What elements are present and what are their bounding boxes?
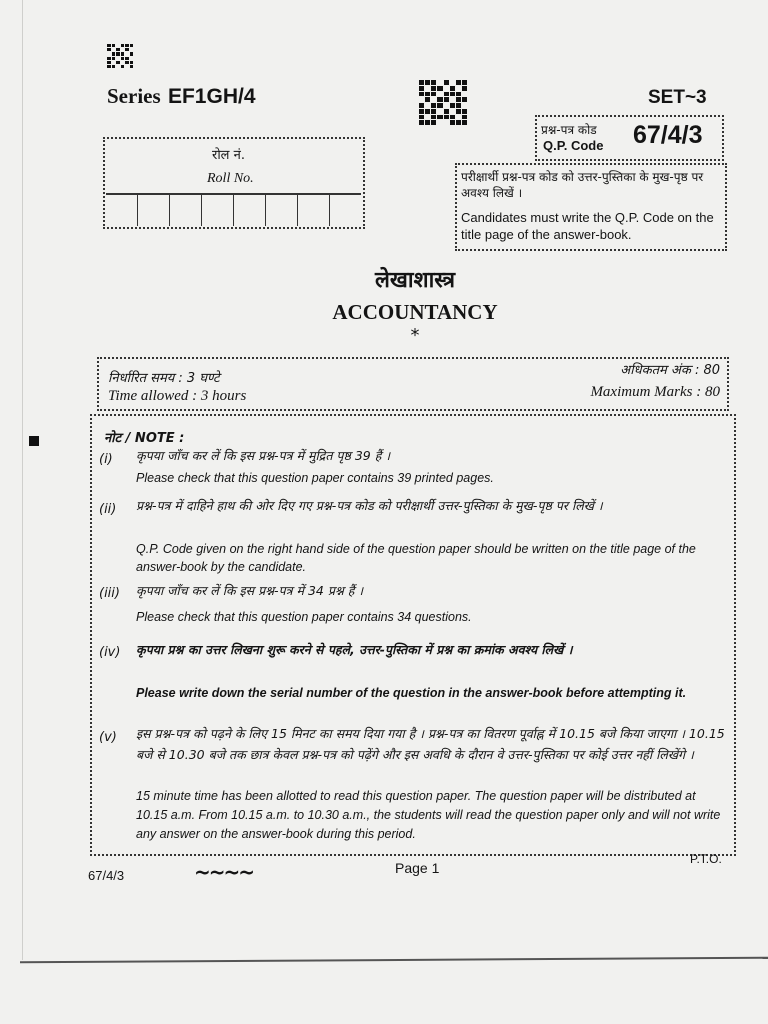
- footer-tilde-mark: ~~~~: [194, 860, 254, 884]
- page-edge: [22, 0, 23, 960]
- time-allowed-hindi: निर्धारित समय : 3 घण्टे: [108, 371, 220, 386]
- series-code: EF1GH/4: [167, 85, 256, 108]
- note-number: (iii): [99, 586, 120, 601]
- please-turn-over: P.T.O.: [690, 852, 722, 866]
- note-heading: नोट / NOTE :: [104, 431, 185, 446]
- maximum-marks: Maximum Marks : 80: [590, 384, 720, 400]
- note-text-english: Q.P. Code given on the right hand side of the question paper should be written on the title page of the answer-book by the candidate.: [136, 542, 696, 574]
- note-text-hindi: कृपया प्रश्न का उत्तर लिखना शुरू करने से पहले, उत्तर-पुस्तिका में प्रश्न का क्रमांक अवश्य लिखें ।: [136, 642, 573, 657]
- note-number: (ii): [99, 502, 117, 517]
- series-word: Series: [107, 84, 161, 108]
- qr-code-icon: [419, 80, 467, 125]
- series-label: [107, 84, 256, 109]
- note-text-hindi: इस प्रश्न-पत्र को पढ़ने के लिए 15 मिनट का समय दिया गया है । प्रश्न-पत्र का वितरण पूर्वाह्न में 10.15 बजे किया जाएगा । 10.15 बजे से 10.30 बजे तक छात्र केवल प्रश्न-पत्र को पढ़ेंगे और इस अवधि के दौरान वे उत्तर-पुस्तिका पर कोई उत्तर नहीं लिखेंगे ।: [136, 726, 725, 762]
- note-text-hindi: प्रश्न-पत्र में दाहिने हाथ की ओर दिए गए प्रश्न-पत्र कोड को परीक्षार्थी उत्तर-पुस्तिका के मुख-पृष्ठ पर लिखें ।: [136, 498, 603, 513]
- qp-code-label: Q.P. Code: [543, 138, 604, 153]
- note-number: (iv): [99, 645, 121, 660]
- page-bottom-edge: [20, 957, 768, 964]
- time-allowed: Time allowed : 3 hours: [108, 388, 247, 404]
- maximum-marks-hindi: अधिकतम अंक : 80: [620, 363, 720, 378]
- note-text-hindi: कृपया जाँच कर लें कि इस प्रश्न-पत्र में 34 प्रश्न हैं ।: [136, 583, 364, 598]
- note-number: (v): [99, 730, 117, 745]
- note-text-english: Please check that this question paper contains 34 questions.: [136, 610, 472, 624]
- qp-code-value: 67/4/3: [633, 121, 703, 149]
- qp-code-label-hindi: प्रश्न-पत्र कोड: [541, 123, 597, 137]
- set-number: SET~3: [648, 87, 707, 108]
- asterisk-mark: *: [410, 325, 420, 346]
- note-text-hindi: कृपया जाँच कर लें कि इस प्रश्न-पत्र में मुद्रित पृष्ठ 39 हैं ।: [136, 448, 391, 463]
- subject-title-hindi: लेखाशास्त्र: [375, 268, 455, 293]
- scan-mark: [29, 436, 39, 446]
- subject-title: ACCOUNTANCY: [332, 300, 498, 324]
- note-text-english: Please check that this question paper contains 39 printed pages.: [136, 471, 494, 485]
- candidate-instruction-english: Candidates must write the Q.P. Code on the title page of the answer-book.: [461, 210, 714, 242]
- footer-qp-code: 67/4/3: [88, 868, 125, 883]
- candidate-instruction-hindi: परीक्षार्थी प्रश्न-पत्र कोड को उत्तर-पुस्तिका के मुख-पृष्ठ पर अवश्य लिखें ।: [461, 170, 704, 200]
- note-text-english: 15 minute time has been allotted to read this question paper. The question paper will be distributed at 10.15 a.m. From 10.15 a.m. to 10.30 a.m., the students will read the question paper only and will not write any answer on the answer-book during this period.: [136, 789, 721, 841]
- note-text-english: Please write down the serial number of the question in the answer-book before attempting it.: [136, 686, 687, 700]
- qr-code-icon: [107, 44, 133, 68]
- roll-number-label: Roll No.: [207, 171, 254, 186]
- roll-number-label-hindi: रोल नं.: [212, 148, 245, 163]
- note-number: (i): [99, 452, 113, 467]
- page-number: Page 1: [395, 860, 440, 876]
- roll-number-cells[interactable]: [106, 193, 361, 226]
